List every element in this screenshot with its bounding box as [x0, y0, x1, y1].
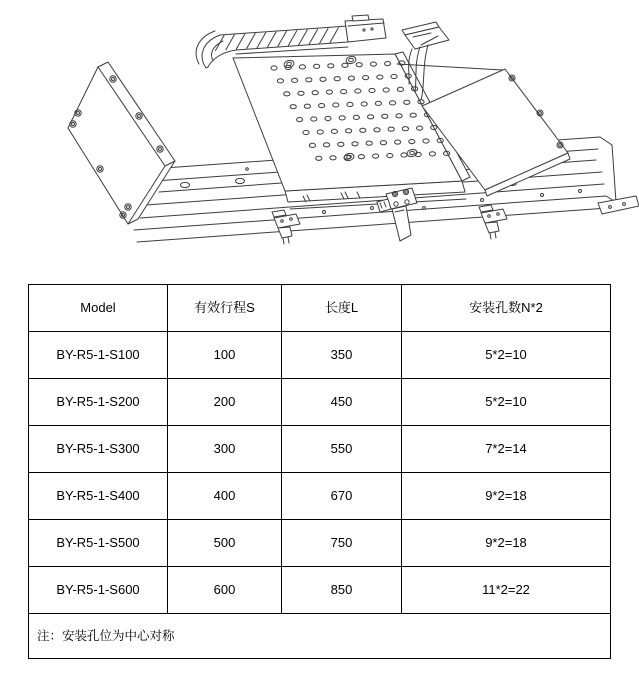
cell-length: 350 — [282, 332, 402, 379]
col-header-model: Model — [29, 285, 168, 332]
cell-holes: 5*2=10 — [402, 332, 611, 379]
rail-slot — [236, 178, 245, 183]
cell-holes: 7*2=14 — [402, 426, 611, 473]
col-header-stroke: 有效行程S — [168, 285, 282, 332]
cell-holes: 11*2=22 — [402, 567, 611, 614]
cell-stroke: 100 — [168, 332, 282, 379]
cell-length: 850 — [282, 567, 402, 614]
cell-length: 750 — [282, 520, 402, 567]
spec-table — [28, 284, 611, 659]
figure-canvas — [0, 6, 639, 268]
technical-drawing — [0, 6, 639, 268]
table-row — [29, 332, 611, 379]
table-row — [29, 426, 611, 473]
cell-model: BY-R5-1-S500 — [29, 520, 168, 567]
cell-stroke: 200 — [168, 379, 282, 426]
table-row — [29, 473, 611, 520]
col-header-length: 长度L — [282, 285, 402, 332]
left-end-plate — [68, 62, 175, 224]
cell-length: 670 — [282, 473, 402, 520]
table-note-row — [29, 614, 611, 659]
cell-stroke: 400 — [168, 473, 282, 520]
cell-holes: 5*2=10 — [402, 379, 611, 426]
cell-model: BY-R5-1-S600 — [29, 567, 168, 614]
cell-length: 450 — [282, 379, 402, 426]
end-bracket-bar — [598, 196, 639, 214]
carriage-plate — [233, 52, 470, 209]
cell-stroke: 300 — [168, 426, 282, 473]
table-header-row — [29, 285, 611, 332]
cell-stroke: 600 — [168, 567, 282, 614]
sensor-icon — [272, 210, 300, 244]
col-header-holes: 安装孔数N*2 — [402, 285, 611, 332]
cell-model: BY-R5-1-S300 — [29, 426, 168, 473]
cell-length: 550 — [282, 426, 402, 473]
table-row — [29, 520, 611, 567]
cell-stroke: 500 — [168, 520, 282, 567]
table-row — [29, 567, 611, 614]
cell-holes: 9*2=18 — [402, 520, 611, 567]
cell-holes: 9*2=18 — [402, 473, 611, 520]
rail-slot — [181, 182, 190, 187]
bed-back-edge — [397, 64, 503, 70]
cell-model: BY-R5-1-S100 — [29, 332, 168, 379]
cell-model: BY-R5-1-S200 — [29, 379, 168, 426]
table-row — [29, 379, 611, 426]
table-note: 注：安装孔位为中心对称 — [29, 614, 611, 659]
cell-model: BY-R5-1-S400 — [29, 473, 168, 520]
